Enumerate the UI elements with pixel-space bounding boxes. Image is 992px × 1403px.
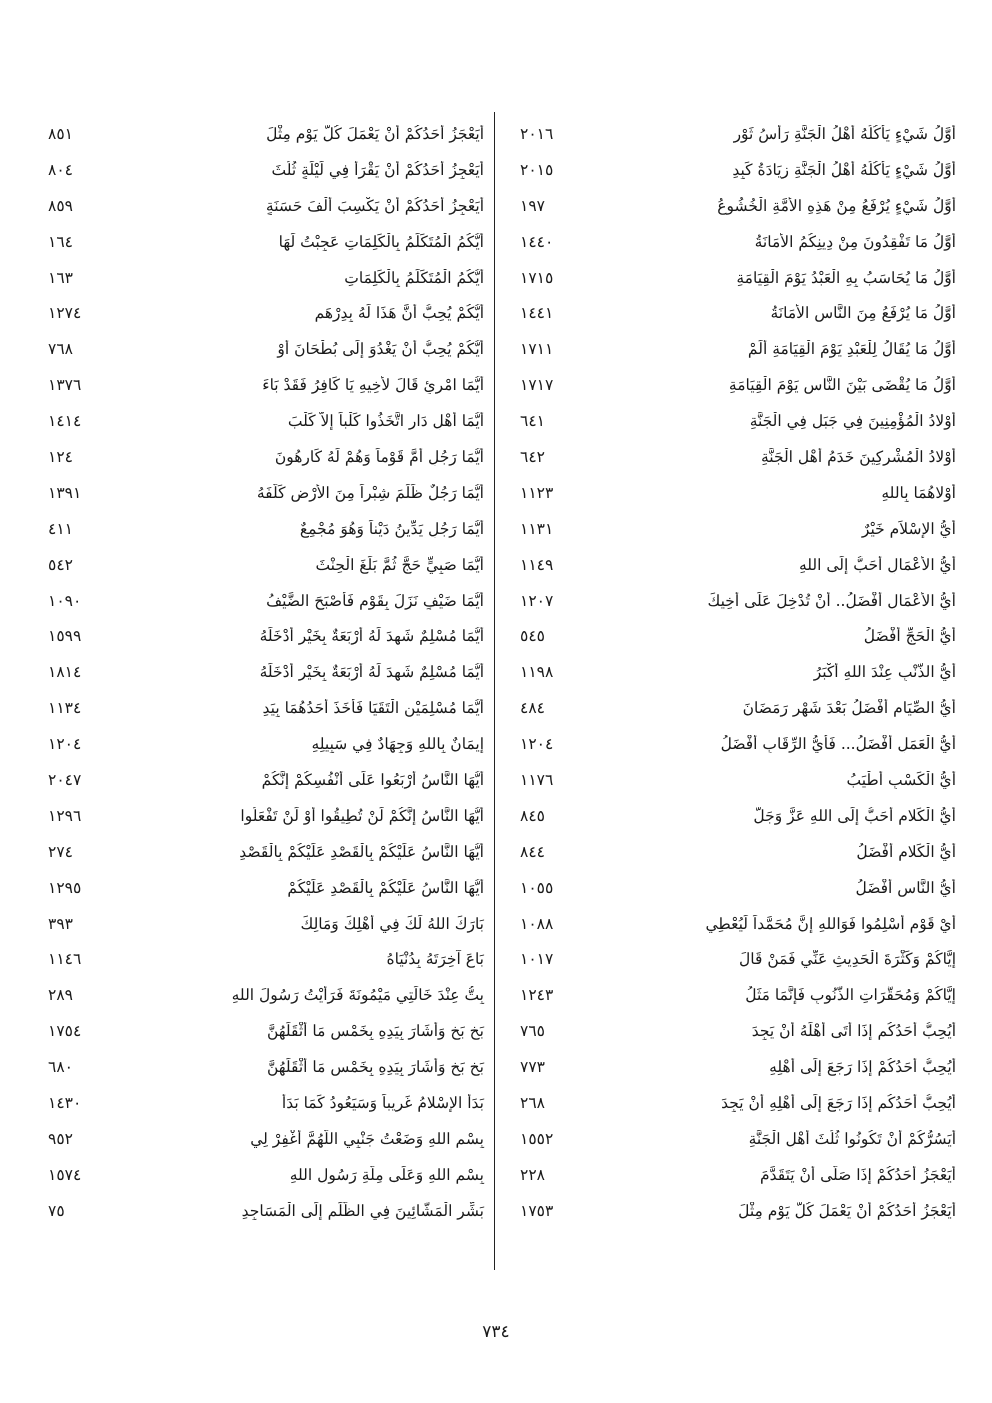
index-entry <box>512 547 962 583</box>
hadith-number: ١٥٥٢ <box>520 1129 554 1148</box>
hadith-first-words: أَيُّمَا صَبِيٍّ حَجَّ ثُمَّ بَلَغَ الْحِنْثَ <box>315 555 484 574</box>
hadith-first-words: إِيَّاكُمْ وَكَثْرَةَ الْحَدِيثِ عَنِّي فَمَنْ قَالَ <box>739 950 956 969</box>
index-entry <box>40 798 490 834</box>
index-entry <box>512 798 962 834</box>
hadith-first-words: أَوْلاهُمَا بِاللهِ <box>881 483 956 502</box>
hadith-number: ١٢٠٤ <box>48 735 82 754</box>
index-entry <box>40 188 490 224</box>
index-entry <box>40 295 490 331</box>
hadith-number: ١٠١٧ <box>520 950 554 969</box>
index-entry <box>512 1013 962 1049</box>
hadith-number: ٦٨٠ <box>48 1058 73 1077</box>
hadith-first-words: أَوَّلُ مَا يُقْضَى بَيْنَ النَّاسِ يَوْمَ الْقِيَامَةِ <box>728 376 956 395</box>
hadith-first-words: أَيُّ الْكَسْبِ أَطْيَبُ <box>846 770 956 789</box>
hadith-number: ٧٦٥ <box>520 1022 545 1041</box>
hadith-number: ١٤٣٠ <box>48 1093 82 1112</box>
hadith-first-words: أَيُّكُمْ يُحِبُّ أَنْ يَغْدُوَ إِلَى بُطْحَانَ أَوْ <box>277 340 484 359</box>
hadith-number: ١٦٤ <box>48 232 73 251</box>
hadith-first-words: أَيُّ الْحَجِّ أَفْضَلُ <box>863 627 956 646</box>
index-entry <box>512 152 962 188</box>
index-entry <box>40 152 490 188</box>
index-entry <box>40 116 490 152</box>
hadith-number: ١٢٩٥ <box>48 878 82 897</box>
index-entry <box>40 941 490 977</box>
hadith-first-words: أَيُّ الْعَمَلِ أَفْضَلُ... فَأَيُّ الرِّقَابِ أَفْضَلُ <box>720 735 956 754</box>
hadith-first-words: أَيُّ الأَعْمَالِ أَحَبُّ إِلَى اللهِ <box>798 555 956 574</box>
index-entry <box>512 941 962 977</box>
hadith-first-words: أَيُّمَا امْرِئٍ قَالَ لأَخِيهِ يَا كَافِرُ فَقَدْ بَاءَ <box>262 376 484 395</box>
hadith-first-words: بِسْمِ اللهِ وَعَلَى مِلَّةِ رَسُولِ اللهِ <box>289 1165 484 1184</box>
hadith-number: ١١٣١ <box>520 519 554 538</box>
hadith-first-words: أَيُحِبُّ أَحَدُكُم إِذَا رَجَعَ إِلَى أَهْلِهِ أَنْ يَجِدَ <box>721 1093 956 1112</box>
hadith-first-words: أَيَعْجَزُ أَحَدُكُمْ أَنْ يَعْمَلَ كُلَّ يَوْمٍ مِثْلَ <box>738 1201 956 1220</box>
index-entry <box>512 1085 962 1121</box>
hadith-number: ٦٤١ <box>520 412 545 431</box>
index-entry <box>40 726 490 762</box>
hadith-number: ٢٦٨ <box>520 1093 545 1112</box>
hadith-number: ١٤١٤ <box>48 412 82 431</box>
hadith-number: ٨٠٤ <box>48 160 73 179</box>
hadith-number: ٣٩٣ <box>48 914 73 933</box>
index-entry <box>512 583 962 619</box>
index-entry <box>40 1193 490 1229</box>
hadith-first-words: أَيُّكُمُ الْمُتَكَلِّمُ بِالْكَلِمَاتِ <box>344 268 484 287</box>
hadith-first-words: أَيَعْجِزُ أَحَدُكُمْ أَنْ يَقْرَأَ فِي لَيْلَةٍ ثُلُثَ <box>271 160 484 179</box>
hadith-first-words: بَارَكَ اللهُ لَكَ فِي أَهْلِكَ وَمَالِكَ <box>300 914 484 933</box>
index-entry <box>512 1049 962 1085</box>
index-entry <box>40 583 490 619</box>
index-entry <box>512 654 962 690</box>
index-entry <box>40 906 490 942</box>
hadith-first-words: أَيُّ الأَعْمَالِ أَفْضَلُ.. أَنْ تُدْخِلَ عَلَى أَخِيكَ <box>707 591 956 610</box>
hadith-number: ٩٥٢ <box>48 1129 73 1148</box>
hadith-number: ١١٣٤ <box>48 699 82 718</box>
hadith-number: ٦٤٢ <box>520 447 545 466</box>
hadith-first-words: أَيُّهَا النَّاسُ عَلَيْكُمْ بِالْقَصْدِ عَلَيْكُمْ بِالْقَصْدِ <box>239 842 484 861</box>
page-number: ٧٣٤ <box>482 1322 510 1342</box>
index-entry <box>512 403 962 439</box>
hadith-number: ١٠٨٨ <box>520 914 554 933</box>
hadith-first-words: أَوَّلُ مَا يُقَالُ لِلْعَبْدِ يَوْمَ الْقِيَامَةِ أَلَمْ <box>747 340 956 359</box>
index-entry <box>40 224 490 260</box>
hadith-first-words: بِتُّ عِنْدَ خَالَتِي مَيْمُونَةَ فَرَأَيْتُ رَسُولَ اللهِ <box>231 986 484 1005</box>
index-entry <box>40 870 490 906</box>
hadith-first-words: أَيُّ الذَّنْبِ عِنْدَ اللهِ أَكْبَرُ <box>813 663 956 682</box>
hadith-number: ١٦٣ <box>48 268 73 287</box>
hadith-first-words: أَيُّمَا رَجُلٌ ظَلَمَ شِبْراً مِنَ الأَرْضِ كَلَّفَهُ <box>256 483 484 502</box>
hadith-number: ١٠٩٠ <box>48 591 82 610</box>
hadith-first-words: أَيُّ الصِّيَامِ أَفْضَلُ بَعْدَ شَهْرِ رَمَضَانَ <box>742 699 956 718</box>
hadith-number: ٢٠٤٧ <box>48 770 82 789</box>
hadith-first-words: أَوَّلُ مَا يُحَاسَبُ بِهِ الْعَبْدُ يَوْمَ الْقِيَامَةِ <box>736 268 956 287</box>
index-entry <box>40 654 490 690</box>
hadith-first-words: أَيُّمَا ضَيْفٍ نَزَلَ بِقَوْمٍ فَأَصْبَحَ الضَّيْفُ <box>266 591 484 610</box>
index-entry <box>40 977 490 1013</box>
hadith-number: ٨٥٩ <box>48 196 73 215</box>
index-entry <box>512 834 962 870</box>
hadith-number: ٥٤٢ <box>48 555 73 574</box>
index-entry <box>40 1013 490 1049</box>
hadith-first-words: أَيُّهَا النَّاسُ إِنَّكُمْ لَنْ تُطِيقُوا أَوْ لَنْ تَفْعَلُوا <box>240 806 484 825</box>
index-entry <box>40 403 490 439</box>
hadith-first-words: أَيُّمَا مُسْلِمَيْنِ الْتَقَيَا فَأَخَذَ أَحَدُهُمَا بِيَدِ <box>262 699 484 718</box>
hadith-number: ٢٨٩ <box>48 986 73 1005</box>
hadith-number: ١١٧٦ <box>520 770 554 789</box>
index-entry <box>40 1085 490 1121</box>
hadith-first-words: أَيُّكُمُ الْمُتَكَلِّمُ بِالْكَلِمَاتِ عَجِبْتُ لَهَا <box>278 232 484 251</box>
hadith-first-words: أَيُّ النَّاسِ أَفْضَلُ <box>855 878 956 897</box>
left-index-column <box>40 116 490 1266</box>
index-entry <box>512 1193 962 1229</box>
index-entry <box>512 295 962 331</box>
hadith-first-words: أَيَعْجِزُ أَحَدُكُمْ أَنْ يَكْسِبَ أَلْفَ حَسَنَةٍ <box>265 196 484 215</box>
index-entry <box>512 439 962 475</box>
column-divider <box>494 112 495 1270</box>
hadith-number: ١٧٥٤ <box>48 1022 82 1041</box>
index-entry <box>512 762 962 798</box>
index-entry <box>512 906 962 942</box>
hadith-number: ١٤٤١ <box>520 304 554 323</box>
hadith-number: ٢٠١٦ <box>520 124 554 143</box>
hadith-first-words: أَيَعْجَزُ أَحَدُكُمْ أَنْ يَعْمَلَ كُلَّ يَوْمٍ مِثْلَ <box>266 124 484 143</box>
hadith-number: ١٠٥٥ <box>520 878 554 897</box>
hadith-first-words: أَيُحِبُّ أَحَدُكُم إِذَا أَتَى أَهْلَهُ أَنْ يَجِدَ <box>751 1022 956 1041</box>
hadith-first-words: أَيُّكُمْ يُحِبُّ أَنَّ هَذَا لَهُ بِدِرْهَمٍ <box>314 304 484 323</box>
index-entry <box>512 1121 962 1157</box>
index-entry <box>512 726 962 762</box>
hadith-first-words: أَوَّلُ شَيْءٍ يُرْفَعُ مِنْ هَذِهِ الأُمَّةِ الْخُشُوعُ <box>717 196 956 215</box>
hadith-number: ١٣٩١ <box>48 483 82 502</box>
index-entry <box>512 475 962 511</box>
hadith-first-words: أَيُّمَا أَهْلِ دَارٍ اتَّخَذُوا كَلْباً إِلاَّ كَلْبَ <box>287 412 484 431</box>
index-entry <box>512 188 962 224</box>
index-entry <box>40 260 490 296</box>
index-entry <box>512 1157 962 1193</box>
hadith-number: ٨٤٥ <box>520 806 545 825</box>
hadith-first-words: بَدَأَ الإِسْلامُ غَرِيباً وَسَيَعُودُ كَمَا بَدَأَ <box>281 1093 484 1112</box>
hadith-number: ١٤٤٠ <box>520 232 554 251</box>
hadith-number: ١٢٤ <box>48 447 73 466</box>
hadith-first-words: أَيُّمَا مُسْلِمٌ شَهِدَ لَهُ أَرْبَعَةٌ بِخَيْرٍ أَدْخَلَهُ <box>259 627 484 646</box>
hadith-number: ١٧١١ <box>520 340 554 359</box>
hadith-first-words: أَوَّلُ مَا يُرْفَعُ مِنَ النَّاسِ الأَمَانَةُ <box>770 304 956 323</box>
hadith-number: ٤٨٤ <box>520 699 545 718</box>
hadith-number: ١٧١٧ <box>520 376 554 395</box>
hadith-number: ٧٥ <box>48 1201 65 1220</box>
hadith-first-words: بَخٍ بَخٍ وَأَشَارَ بِيَدِهِ بِخَمْسٍ مَا أَثْقَلَهُنَّ <box>266 1058 484 1077</box>
hadith-number: ١١٤٩ <box>520 555 554 574</box>
hadith-first-words: أَوَّلُ شَيْءٍ يَأْكُلُهُ أَهْلُ الْجَنَّةِ رَأْسُ ثَوْرٍ <box>733 124 956 143</box>
index-entry <box>512 977 962 1013</box>
index-entry <box>40 618 490 654</box>
index-entry <box>512 511 962 547</box>
hadith-first-words: أَيُّمَا رَجُلٍ يَدِّينُ دَيْناً وَهُوَ مُجْمِعٌ <box>299 519 484 538</box>
hadith-first-words: أَيُّ الإِسْلاَمِ خَيْرٌ <box>861 519 956 538</box>
hadith-first-words: أَوَّلُ شَيْءٍ يَأْكُلُهُ أَهْلُ الْجَنَّةِ زِيَادَةُ كَبِدِ <box>732 160 956 179</box>
hadith-first-words: أَيُحِبُّ أَحَدُكُمْ إِذَا رَجَعَ إِلَى أَهْلِهِ <box>769 1058 956 1077</box>
hadith-number: ١٢٠٤ <box>520 735 554 754</box>
index-entry <box>40 367 490 403</box>
hadith-first-words: أَيُّمَا رَجُلٍ أَمَّ قَوْماً وَهُمْ لَهُ كَارِهُونَ <box>274 447 484 466</box>
hadith-number: ١٥٧٤ <box>48 1165 82 1184</box>
hadith-number: ٧٧٣ <box>520 1058 545 1077</box>
hadith-number: ٢٠١٥ <box>520 160 554 179</box>
index-entry <box>40 331 490 367</box>
hadith-first-words: بَخٍ بَخٍ وَأَشَارَ بِيَدِهِ بِخَمْسٍ مَا أَثْقَلَهُنَّ <box>266 1022 484 1041</box>
hadith-first-words: أَيُّمَا مُسْلِمٌ شَهِدَ لَهُ أَرْبَعَةٌ بِخَيْرٍ أَدْخَلَهُ <box>259 663 484 682</box>
index-entry <box>512 224 962 260</box>
hadith-first-words: إِيَّاكُمْ وَمُحَقَّرَاتِ الذُّنُوبِ فَإِنَّمَا مَثَلُ <box>745 986 956 1005</box>
hadith-number: ١٧١٥ <box>520 268 554 287</box>
index-entry <box>512 870 962 906</box>
index-entry <box>512 260 962 296</box>
hadith-number: ١٨١٤ <box>48 663 82 682</box>
hadith-first-words: أَيُّ الْكَلامِ أَحَبُّ إِلَى اللهِ عَزَّ وَجَلَّ <box>753 806 956 825</box>
index-entry <box>40 762 490 798</box>
hadith-number: ١٢٧٤ <box>48 304 82 323</box>
hadith-number: ٨٤٤ <box>520 842 545 861</box>
index-entry <box>40 834 490 870</box>
index-entry <box>40 475 490 511</box>
hadith-number: ١٢٤٣ <box>520 986 554 1005</box>
hadith-number: ١١٢٣ <box>520 483 554 502</box>
index-entry <box>40 1121 490 1157</box>
index-entry <box>512 690 962 726</box>
hadith-first-words: بَاعَ آخِرَتَهُ بِدُنْيَاهُ <box>386 950 484 969</box>
hadith-first-words: أَيَسُرُّكُمْ أَنْ تَكُونُوا ثُلُثَ أَهْلِ الْجَنَّةِ <box>748 1129 956 1148</box>
index-entry <box>40 690 490 726</box>
index-entry <box>512 116 962 152</box>
hadith-first-words: أَيَعْجَزُ أَحَدُكُمْ إِذَا صَلَّى أَنْ يَتَقَدَّمَ <box>760 1165 956 1184</box>
hadith-first-words: أَوْلادُ الْمُشْرِكِينَ خَدَمُ أَهْلِ الْجَنَّةِ <box>760 447 956 466</box>
hadith-first-words: بَشِّرِ الْمَشَّائِينَ فِي الظُّلَمِ إِلَى الْمَسَاجِدِ <box>241 1201 484 1220</box>
hadith-number: ١٢٩٦ <box>48 806 82 825</box>
hadith-number: ١٢٠٧ <box>520 591 554 610</box>
right-index-column <box>512 116 962 1266</box>
hadith-first-words: أَوْلادُ الْمُؤْمِنِينَ فِي جَبَلٍ فِي الْجَنَّةِ <box>749 412 956 431</box>
index-entry <box>40 1157 490 1193</box>
hadith-first-words: إِيمَانٌ بِاللهِ وَجِهَادٌ فِي سَبِيلِهِ <box>311 735 484 754</box>
hadith-number: ١١٩٨ <box>520 663 554 682</box>
hadith-number: ١٣٧٦ <box>48 376 82 395</box>
hadith-first-words: أَيُّهَا النَّاسُ عَلَيْكُمْ بِالْقَصْدِ عَلَيْكُمْ <box>287 878 484 897</box>
hadith-number: ٥٤٥ <box>520 627 545 646</box>
index-entry <box>40 511 490 547</box>
hadith-number: ١٥٩٩ <box>48 627 82 646</box>
hadith-number: ٧٦٨ <box>48 340 73 359</box>
hadith-first-words: أَوَّلُ مَا تَفْقِدُونَ مِنْ دِينِكُمُ الأَمَانَةُ <box>754 232 956 251</box>
hadith-first-words: أَيُّ الْكَلامِ أَفْضَلُ <box>856 842 956 861</box>
hadith-number: ١٩٧ <box>520 196 545 215</box>
hadith-number: ١١٤٦ <box>48 950 82 969</box>
hadith-number: ٢٢٨ <box>520 1165 545 1184</box>
hadith-number: ٨٥١ <box>48 124 73 143</box>
hadith-number: ٢٧٤ <box>48 842 73 861</box>
index-entry <box>512 331 962 367</box>
hadith-first-words: بِسْمِ اللهِ وَضَعْتُ جَنْبِي اللَّهُمَّ أَغْفِرْ لِي <box>250 1129 484 1148</box>
hadith-first-words: أَيُّهَا النَّاسُ أَرْبَعُوا عَلَى أَنْفُسِكُمْ إِنَّكُمْ <box>261 770 484 789</box>
hadith-first-words: أَيْ قَوْمِ أَسْلِمُوا فَوَاللهِ إِنَّ مُحَمَّداً لَيُعْطِي <box>705 914 956 933</box>
hadith-number: ١٧٥٣ <box>520 1201 554 1220</box>
index-entry <box>40 547 490 583</box>
index-entry <box>512 618 962 654</box>
hadith-number: ٤١١ <box>48 519 73 538</box>
index-entry <box>40 439 490 475</box>
index-entry <box>512 367 962 403</box>
index-entry <box>40 1049 490 1085</box>
